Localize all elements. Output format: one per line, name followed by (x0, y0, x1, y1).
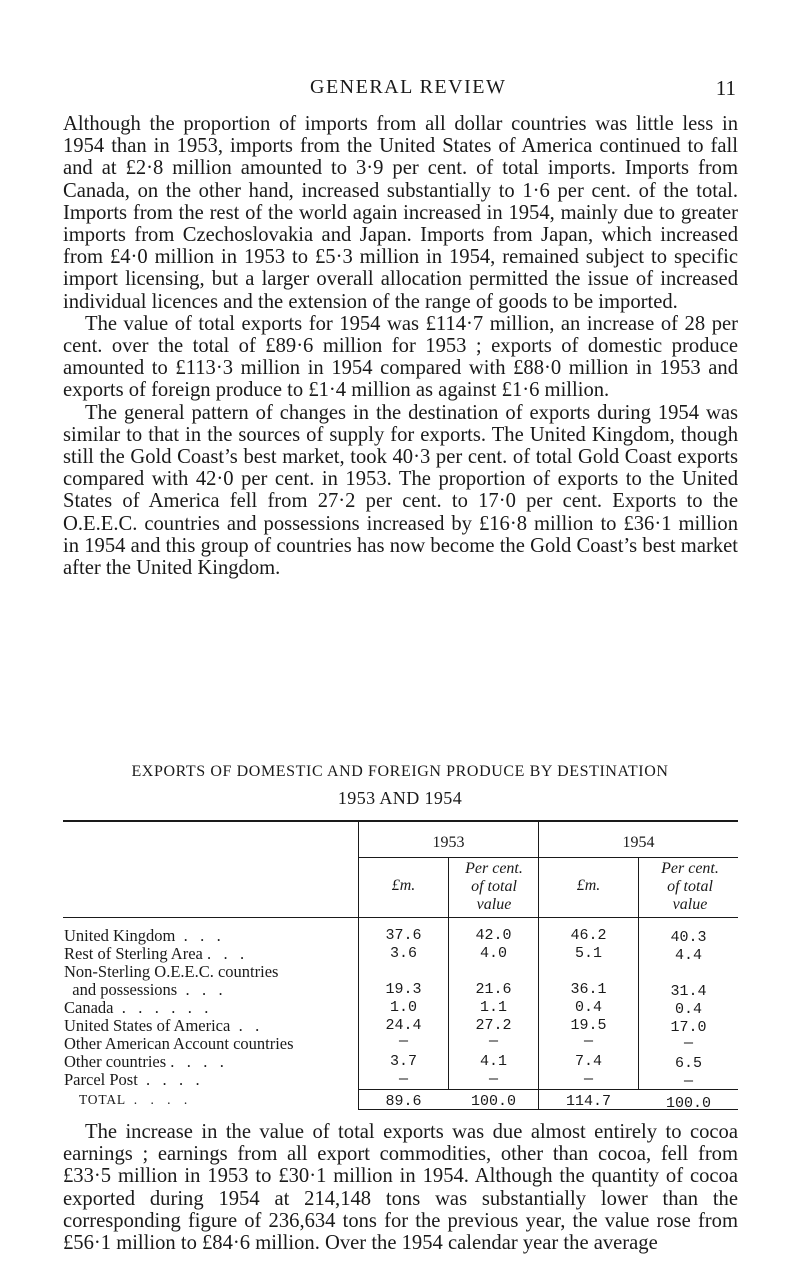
row-label: United Kingdom . . . (64, 926, 221, 945)
table-cell-p53: 27.2 (475, 1017, 512, 1034)
col-header-pound-1954: £m. (576, 877, 601, 894)
table-cell-p53: 42.0 (475, 927, 512, 944)
table-cell-p54: 6.5 (674, 1055, 702, 1072)
table-cell-v53: — (398, 1033, 408, 1050)
row-label: Non-Sterling O.E.E.C. countries (64, 962, 279, 981)
table-cell-p54: — (683, 1073, 693, 1090)
total-cell-v54: 114.7 (565, 1093, 611, 1110)
year-header-rule (358, 857, 738, 858)
row-label: Parcel Post . . . . (64, 1070, 200, 1089)
table-cell-v54: — (583, 1033, 593, 1050)
table-cell-p54: 31.4 (670, 983, 707, 1000)
table-cell-p53: — (488, 1071, 498, 1088)
table-cell-p54: 40.3 (670, 929, 707, 946)
paragraph-total-exports: The value of total exports for 1954 was £114·7 million, an increase of 28 per cent. over the total of £89·6 million for 1953 ; exports of domestic produce amounted to £113·3 million in 1954 compared with £88·0 million in 1953 and exports of foreign produce to £1·4 million as against £1·6 million. (63, 312, 738, 402)
table-cell-p54: — (683, 1035, 693, 1052)
table-subtitle: 1953 AND 1954 (337, 788, 463, 808)
table-cell-v54: 0.4 (574, 999, 602, 1016)
row-label: and possessions . . . (64, 980, 223, 999)
table-cell-v54: 5.1 (574, 945, 602, 962)
table-cell-p53: 4.1 (479, 1053, 507, 1070)
running-title: GENERAL REVIEW (310, 76, 507, 98)
stub-header-rule (63, 917, 358, 918)
table-cell-v53: 3.6 (389, 945, 417, 962)
total-cell-v53: 89.6 (385, 1093, 422, 1110)
row-label: Rest of Sterling Area . . . (64, 944, 245, 963)
paragraph-cocoa-earnings: The increase in the value of total exports was due almost entirely to cocoa earnings ; earnings from all export commodities, other than cocoa, fell from £33·5 million in 1953 to £30·1 million in 1954. Although the quantity of cocoa exported during 1954 at 214,148 tons was substantially lower than the corresponding figure of 236,634 tons for the previous year, the value rose from £56·1 million to £84·6 million. Over the 1954 calendar year the average (63, 1121, 738, 1255)
table-cell-v53: 3.7 (389, 1053, 417, 1070)
row-label: United States of America . . (64, 1016, 260, 1035)
row-label: Other countries . . . . (64, 1052, 224, 1071)
row-label: Other American Account countries (64, 1034, 294, 1053)
table-top-rule (63, 820, 738, 822)
table-cell-v53: 37.6 (385, 927, 422, 944)
paragraph-dollar-imports: Although the proportion of imports from all dollar countries was little less in 1954 than in 1953, imports from the United States of America continued to fall and at £2·8 million amounted to 3·9 per cent. of total imports. Imports from Canada, on the other hand, increased substantially to 1·6 per cent. of the total. Imports from the rest of the world again increased in 1954, mainly due to greater imports from Czechoslovakia and Japan. Imports from Japan, which increased from £4·0 million in 1953 to £5·3 million in 1954, remained subject to specific import licensing, but a larger overall allocation permitted the issue of increased individual licences and the extension of the range of goods to be imported. (63, 113, 738, 313)
table-cell-p53: 4.0 (479, 945, 507, 962)
table-title: EXPORTS OF DOMESTIC AND FOREIGN PRODUCE BY DESTINATION (131, 763, 669, 780)
table-cell-v53: 19.3 (385, 981, 422, 998)
total-label: TOTAL . . . . (79, 1092, 189, 1107)
year-header-1954: 1954 (622, 834, 655, 851)
table-cell-v53: 24.4 (385, 1017, 422, 1034)
body-text-lower (63, 1121, 738, 1254)
body-text-upper (63, 113, 738, 579)
year-header-1953: 1953 (432, 834, 465, 851)
col-header-percent-1954: Per cent. of total value (661, 860, 719, 913)
table-cell-v54: 19.5 (570, 1017, 607, 1034)
table-cell-v54: 46.2 (570, 927, 607, 944)
col-header-pound-1953: £m. (391, 877, 416, 894)
table-cell-p54: 4.4 (674, 947, 702, 964)
table-cell-p53: 21.6 (475, 981, 512, 998)
table-cell-v53: 1.0 (389, 999, 417, 1016)
table-cell-v54: 7.4 (574, 1053, 602, 1070)
table-cell-p53: — (488, 1033, 498, 1050)
column-header-rule (358, 917, 738, 918)
table-cell-v54: 36.1 (570, 981, 607, 998)
paragraph-export-destinations: The general pattern of changes in the destination of exports during 1954 was similar to that in the sources of supply for exports. The United Kingdom, though still the Gold Coast’s best market, took 40·3 per cent. of total Gold Coast exports compared with 42·0 per cent. in 1953. The proportion of exports to the United States of America fell from 27·2 per cent. to 17·0 per cent. Exports to the O.E.E.C. countries and possessions increased by £16·8 million to £36·1 million in 1954 and this group of countries has now become the Gold Coast’s best market after the United Kingdom. (63, 401, 738, 580)
total-cell-p53: 100.0 (470, 1093, 516, 1110)
table-cell-v53: — (398, 1071, 408, 1088)
running-head (0, 76, 800, 104)
table-cell-p54: 17.0 (670, 1019, 707, 1036)
exports-table (63, 820, 738, 1110)
page-number: 11 (715, 76, 736, 100)
col-header-percent-1953: Per cent. of total value (465, 860, 523, 913)
table-cell-p54: 0.4 (674, 1001, 702, 1018)
total-cell-p54: 100.0 (665, 1095, 711, 1112)
table-cell-v54: — (583, 1071, 593, 1088)
row-label: Canada . . . . . . (64, 998, 209, 1017)
table-cell-p53: 1.1 (479, 999, 507, 1016)
